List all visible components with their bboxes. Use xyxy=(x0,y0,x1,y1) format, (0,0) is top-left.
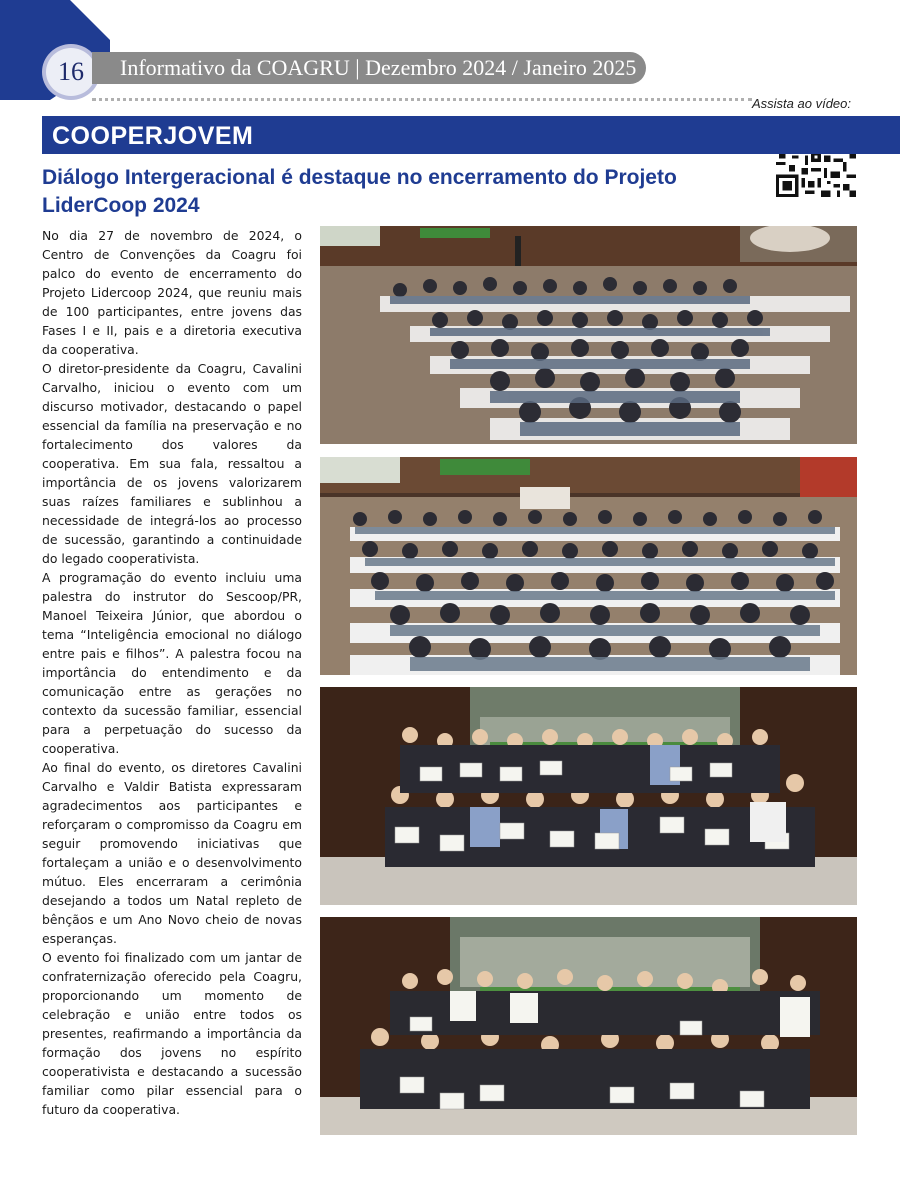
group-photo-certificates-1 xyxy=(320,687,857,905)
event-audience-photo xyxy=(320,226,857,444)
article-body xyxy=(42,226,302,1119)
paragraph: Ao final do evento, os diretores Cavalini Carvalho e Valdir Batista expressaram agradecimentos aos participantes e reforçaram o compromisso da Coagru em seguir promovendo iniciativas que fortaleçam a união e o desenvolvimento mútuo. Eles encerraram a cerimônia desejando a todos um Natal repleto de bênçãos e um Ano Novo cheio de novas esperanças. xyxy=(42,760,302,946)
page-number: 16 xyxy=(42,44,100,100)
group-photo-certificates-2 xyxy=(320,917,857,1135)
article-headline: Diálogo Intergeracional é destaque no encerramento do Projeto LiderCoop 2024 xyxy=(42,166,677,217)
paragraph: No dia 27 de novembro de 2024, o Centro de Convenções da Coagru foi palco do evento de encerramento do Projeto Lidercoop 2024, que reuniu mais de 100 participantes, entre jovens das Fases I e II, pais e a diretoria executiva da cooperativa. xyxy=(42,228,302,357)
paragraph: O diretor-presidente da Coagru, Cavalini Carvalho, iniciou o evento com um discurso motivador, destacando o papel essencial da família na preservação e no fortalecimento dos valores da cooperativa. Em sua fala, ressaltou a importância de os jovens valorizarem suas raízes familiares e sublinhou a necessidade de integrá-los ao processo de sucessão, garantindo a continuidade do legado cooperativista. xyxy=(42,361,302,566)
paragraph: A programação do evento incluiu uma palestra do instrutor do Sescoop/PR, Manoel Teixeira Júnior, que abordou o tema “Inteligência emocional no diálogo entre pais e filhos”. A palestra focou na importância do entendimento e da comunicação entre as gerações no contexto da sucessão familiar, essencial para a perpetuação do sucesso da cooperativa. xyxy=(42,570,302,756)
section-label: COOPERJOVEM xyxy=(52,122,254,150)
paragraph: O evento foi finalizado com um jantar de confraternização oferecido pela Coagru, proporcionando um momento de celebração e união entre todos os presentes, reafirmando a importância da formação dos jovens no espírito cooperativista e destacando a sucessão familiar como pilar essencial para o futuro da cooperativa. xyxy=(42,950,302,1117)
dotted-divider xyxy=(92,98,752,101)
event-lecture-photo xyxy=(320,457,857,675)
publication-header: Informativo da COAGRU | Dezembro 2024 / Janeiro 2025 xyxy=(92,52,646,84)
video-label: Assista ao vídeo: xyxy=(752,96,851,111)
